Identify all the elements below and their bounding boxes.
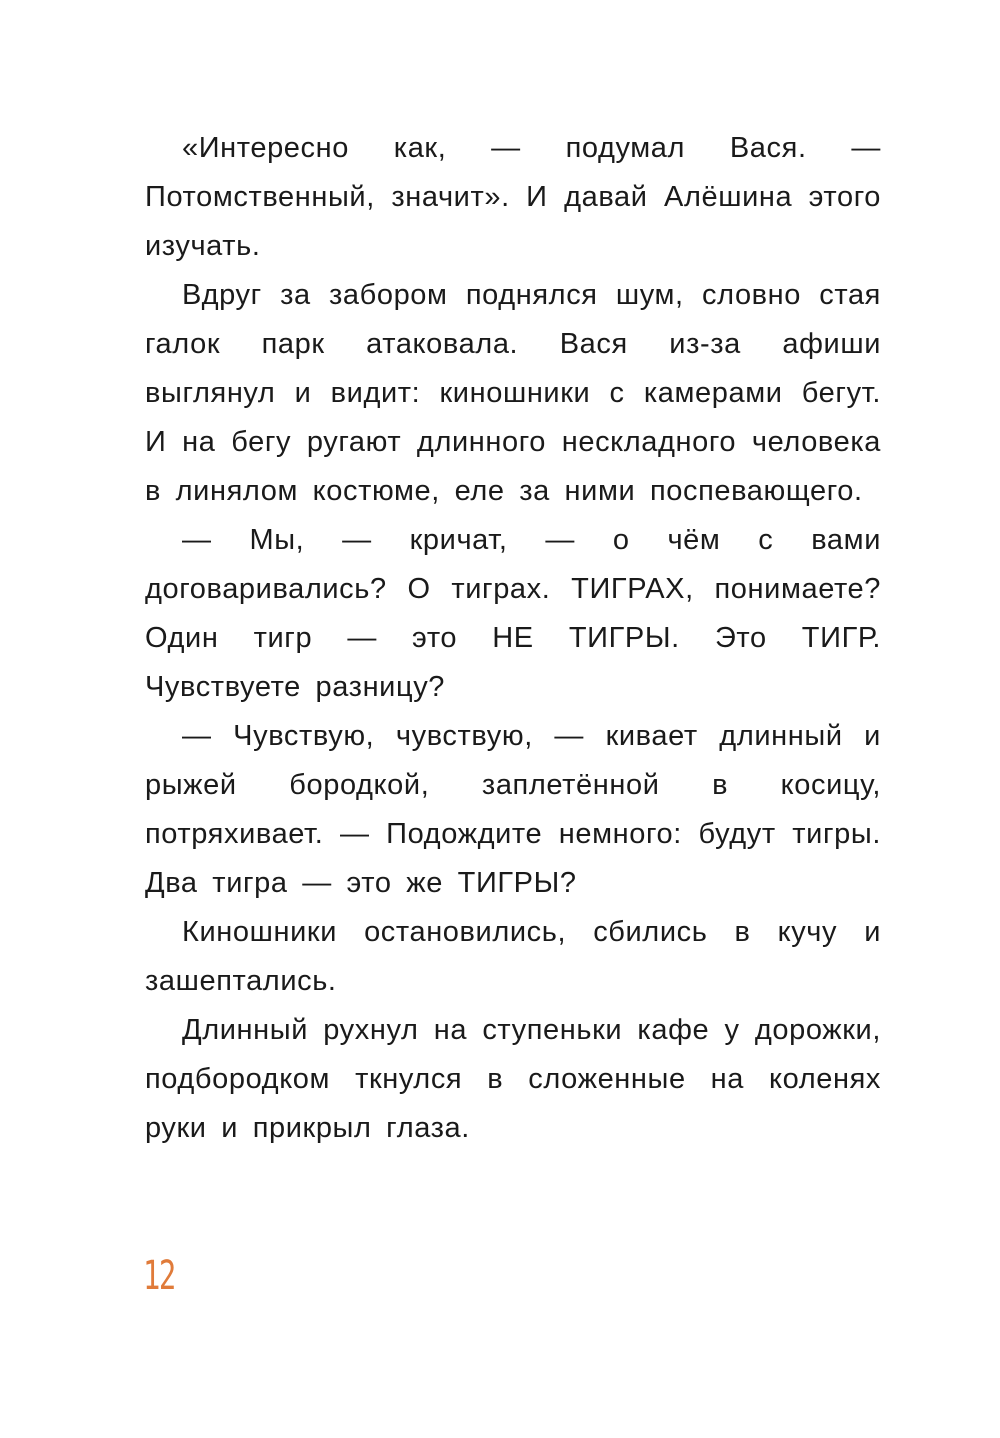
paragraph-3: — Мы, — кричат, — о чём с вами договаривались? О тиграх. ТИГРАХ, понимаете? Один тигр — это НЕ ТИГРЫ. Это ТИГР. Чувствуете разницу? <box>145 524 881 703</box>
paragraph-2: Вдруг за забором поднялся шум, словно стая галок парк атаковала. Вася из-за афиши выглянул и видит: киношники с камерами бегут. И на бегу ругают длинного нескладного человека в линялом костюме, еле за ними поспевающего. <box>145 279 881 507</box>
paragraph-4: — Чувствую, чувствую, — кивает длинный и рыжей бородкой, заплетённой в косицу, потряхивает. — Подождите немного: будут тигры. Два тигра — это же ТИГРЫ? <box>145 720 881 899</box>
paragraph-5: Киношники остановились, сбились в кучу и зашептались. <box>145 916 881 997</box>
body-text <box>145 124 881 1153</box>
page-number: 12 <box>143 1253 175 1299</box>
paragraph-1: «Интересно как, — подумал Вася. — Потомственный, значит». И давай Алёшина этого изучать. <box>145 132 881 262</box>
paragraph-6: Длинный рухнул на ступеньки кафе у дорожки, подбородком ткнулся в сложенные на коленях руки и прикрыл глаза. <box>145 1014 881 1144</box>
